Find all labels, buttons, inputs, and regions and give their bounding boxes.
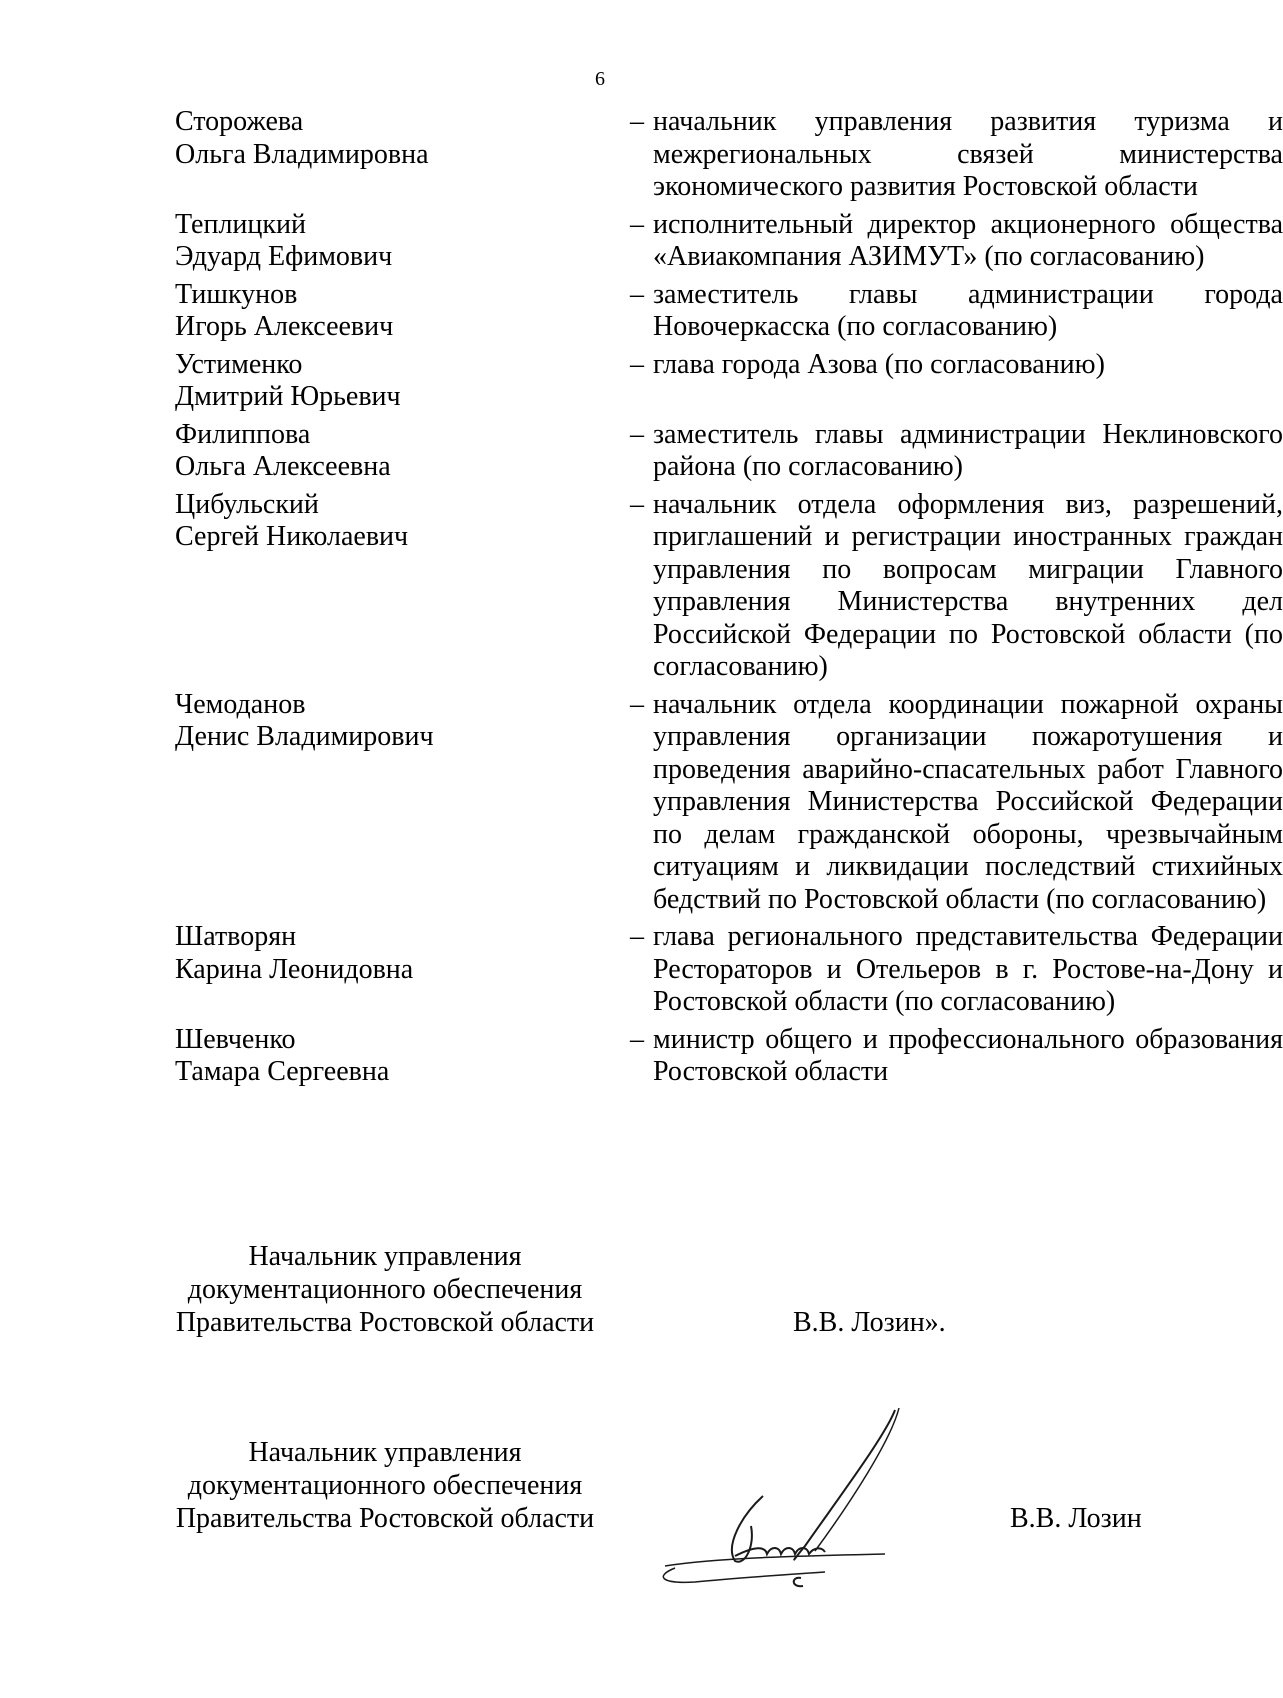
member-name	[175, 349, 475, 414]
member-given-names: Ольга Алексеевна	[175, 451, 391, 482]
member-name	[175, 1024, 475, 1089]
dash: –	[630, 921, 644, 952]
member-entry	[175, 349, 1135, 414]
signatory-title	[160, 1436, 610, 1535]
member-role: заместитель главы администрации города Новочеркасска (по согласованию)	[653, 278, 1283, 342]
commission-members-list	[175, 106, 1283, 1094]
member-role: глава регионального представительства Федерации Рестораторов и Отельеров в г. Ростове-на-Дону и Ростовской области (по согласованию)	[653, 921, 1283, 1017]
member-name	[175, 209, 475, 274]
title-line: Начальник управления	[248, 1437, 522, 1468]
member-role: глава города Азова (по согласованию)	[653, 348, 1105, 380]
member-given-names: Эдуард Ефимович	[175, 241, 393, 272]
member-given-names: Сергей Николаевич	[175, 521, 409, 552]
member-name	[175, 279, 475, 344]
member-surname: Теплицкий	[175, 208, 306, 240]
member-name	[175, 489, 475, 684]
member-name	[175, 921, 475, 1019]
dash: –	[630, 106, 644, 137]
member-role: начальник отдела оформления виз, разрешений, приглашений и регистрации иностранных граждан управления по вопросам миграции Главного управления Министерства внутренних дел Российской Федерации по Ростовской области (по согласованию)	[653, 488, 1283, 682]
member-surname: Устименко	[175, 348, 303, 380]
member-entry	[175, 106, 1283, 204]
member-given-names: Карина Леонидовна	[175, 953, 414, 985]
member-given-names: Дмитрий Юрьевич	[175, 381, 401, 412]
title-line: Правительства Ростовской области	[175, 1307, 595, 1338]
member-surname: Цибульский	[175, 488, 319, 520]
page-number: 6	[595, 68, 605, 90]
member-given-names: Ольга Владимировна	[175, 138, 429, 170]
member-entry	[175, 488, 1283, 684]
member-surname: Шевченко	[175, 1023, 296, 1055]
member-role: министр общего и профессионального образования Ростовской области	[653, 1023, 1283, 1087]
dash: –	[630, 278, 644, 310]
member-surname: Шатворян	[175, 921, 297, 952]
member-surname: Тишкунов	[175, 278, 298, 310]
member-entry	[175, 208, 1283, 274]
member-name	[175, 106, 475, 204]
member-role: исполнительный директор акционерного общества «Авиакомпания АЗИМУТ» (по согласованию)	[653, 208, 1283, 272]
member-entry	[175, 278, 1283, 344]
member-surname: Сторожева	[175, 106, 304, 137]
member-entry	[175, 418, 1283, 484]
member-surname: Чемоданов	[175, 688, 306, 720]
dash: –	[630, 688, 644, 720]
member-given-names: Денис Владимирович	[175, 721, 434, 752]
member-entry	[175, 688, 1283, 917]
member-given-names: Тамара Сергеевна	[175, 1056, 390, 1087]
member-name	[175, 689, 475, 917]
member-given-names: Игорь Алексеевич	[175, 311, 394, 342]
member-role: начальник отдела координации пожарной охраны управления организации пожаротушения и проведения аварийно-спасательных работ Главного управления Министерства Российской Федерации по делам гражданской обороны, чрезвычайным ситуациям и ликвидации последствий стихийных бедствий по Ростовской области (по согласованию)	[653, 688, 1283, 915]
dash: –	[630, 348, 644, 380]
member-surname: Филиппова	[175, 418, 311, 450]
member-role: заместитель главы администрации Неклиновского района (по согласованию)	[653, 418, 1283, 482]
handwritten-signature	[655, 1406, 985, 1616]
member-name	[175, 419, 475, 484]
dash: –	[630, 208, 644, 240]
dash: –	[630, 1023, 644, 1055]
member-role: начальник управления развития туризма и межрегиональных связей министерства экономического развития Ростовской области	[653, 106, 1283, 202]
title-line: Правительства Ростовской области	[175, 1503, 595, 1534]
member-entry	[175, 1023, 1283, 1089]
title-line: документационного обеспечения	[187, 1470, 583, 1501]
signatory-name: В.В. Лозин	[1010, 1503, 1142, 1534]
closing-signatory-name: В.В. Лозин».	[793, 1307, 946, 1338]
dash: –	[630, 418, 644, 450]
title-line: Начальник управления	[248, 1241, 522, 1272]
closing-signatory-title	[160, 1240, 610, 1339]
title-line: документационного обеспечения	[187, 1274, 583, 1305]
dash: –	[630, 488, 644, 520]
member-entry	[175, 921, 1283, 1019]
